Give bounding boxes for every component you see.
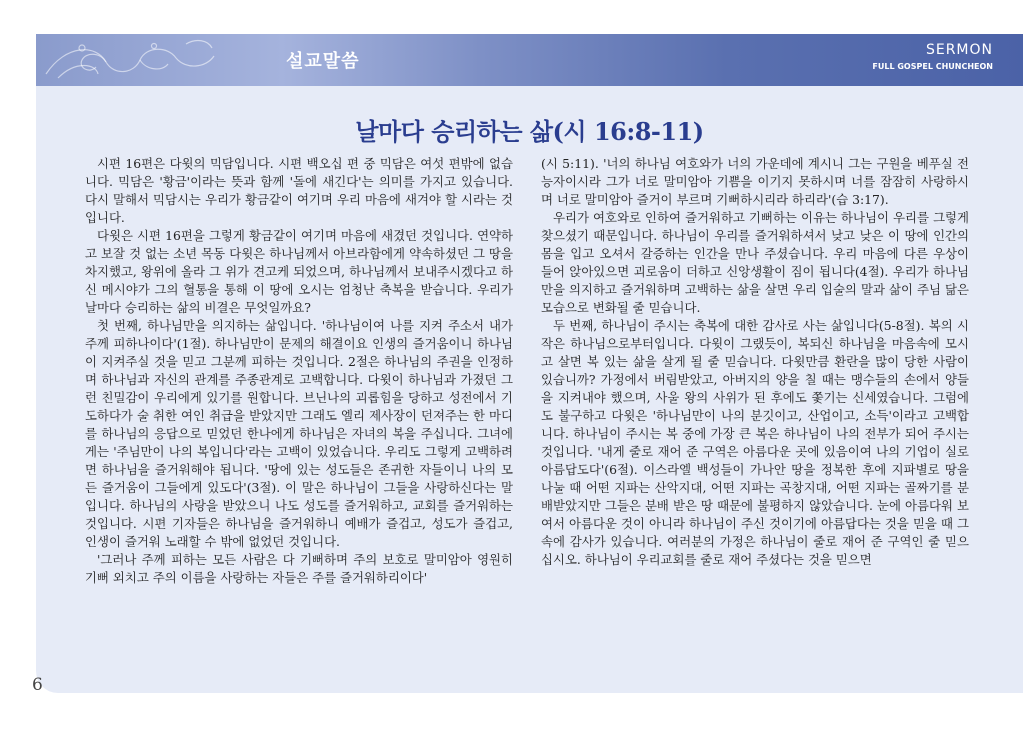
- page-number: 6: [32, 675, 43, 695]
- section-banner: [36, 34, 1023, 86]
- sermon-label: SERMON: [925, 42, 993, 58]
- paragraph: 우리가 여호와로 인하여 즐거워하고 기뻐하는 이유는 하나님이 우리를 그렇게 찾으셨기 때문입니다. 하나님이 우리를 즐거워하셔서 낮고 낮은 이 땅에 인간의 몸을 입고 오셔서 갈증하는 인간을 만나 주셨습니다. 우리 마음에 다른 우상이 들어 앉아있으면 괴로움이 더하고 신앙생활이 짐이 됩니다(4절). 우리가 하나님만을 의지하고 즐거워하며 고백하는 삶을 살면 우리 입술의 말과 삶이 주님 닮은 모습으로 변화될 줄 믿습니다.: [541, 210, 969, 315]
- sermon-title: 날마다 승리하는 삶(시 16:8-11): [355, 117, 704, 146]
- paragraph: (시 5:11). '너의 하나님 여호와가 너의 가운데에 계시니 그는 구원을 베푸실 전능자이시라 그가 너로 말미암아 기쁨을 이기지 못하시며 너를 잠잠히 사랑하시며 너로 말미암아 즐거이 부르며 기뻐하시리라 하리라'(습 3:17).: [541, 156, 969, 207]
- section-label: [872, 42, 993, 71]
- church-name: FULL GOSPEL CHUNCHEON: [872, 62, 993, 71]
- paragraph: '그러나 주께 피하는 모든 사람은 다 기뻐하며 주의 보호로 말미암아 영원히 기뻐 외치고 주의 이름을 사랑하는 자들은 주를 즐거워하리이다': [85, 552, 513, 585]
- paragraph: 다윗은 시편 16편을 그렇게 황금같이 여기며 마음에 새겼던 것입니다. 연약하고 보잘 것 없는 소년 목동 다윗은 하나님께서 아브라함에게 약속하셨던 그 땅을 차지했고, 왕위에 올라 그 위가 견고케 되었으며, 하나님께서 보내주시겠다고 하신 메시야가 그의 혈통을 통해 이 땅에 오시는 엄청난 축복을 받습니다. 우리가 날마다 승리하는 삶의 비결은 무엇일까요?: [85, 228, 513, 315]
- paragraph: 시편 16편은 다윗의 믹담입니다. 시편 백오십 편 중 믹담은 여섯 편밖에 없습니다. 믹담은 '황금'이라는 뜻과 함께 '돌에 새긴다'는 의미를 가지고 있습니다. 다시 말해서 믹담시는 우리가 황금같이 여기며 우리 마음에 새겨야 할 시라는 것입니다.: [85, 156, 513, 225]
- ornamental-swirl-icon: [36, 34, 236, 86]
- section-title: 설교말씀: [286, 51, 360, 72]
- right-text-column: [541, 155, 969, 569]
- paragraph: 첫 번째, 하나님만을 의지하는 삶입니다. '하나님이여 나를 지켜 주소서 내가 주께 피하나이다'(1절). 하나님만이 문제의 해결이요 인생의 즐거움이니 하나님이 지켜주실 것을 믿고 그분께 피하는 것입니다. 2절은 하나님의 주권을 인정하며 하나님과 자신의 관계를 주종관계로 고백합니다. 다윗이 하나님과 가졌던 그런 친밀감이 우리에게 있기를 원합니다. 브닌나의 괴롭힘을 당하고 성전에서 기도하다가 술 취한 여인 취급을 받았지만 그래도 엘리 제사장이 던져주는 한 마디를 하나님의 응답으로 믿었던 한나에게 하나님은 자녀의 복을 주십니다. 그녀에게는 '주님만이 나의 복입니다'라는 고백이 있었습니다. 우리도 그렇게 고백하려면 하나님을 즐거워해야 됩니다. '땅에 있는 성도들은 존귀한 자들이니 나의 모든 즐거움이 그들에게 있도다'(3절). 이 말은 하나님이 그들을 사랑하신다는 말입니다. 하나님의 사랑을 받았으니 나도 성도를 즐거워하고, 교회를 즐거워하는 것입니다. 시편 기자들은 하나님을 즐거워하니 예배가 즐겁고, 성도가 즐겁고, 인생이 즐거워 노래할 수 밖에 없었던 것입니다.: [85, 318, 513, 549]
- left-text-column: [85, 155, 513, 587]
- paragraph: 두 번째, 하나님이 주시는 축복에 대한 감사로 사는 삶입니다(5-8절). 복의 시작은 하나님으로부터입니다. 다윗이 그랬듯이, 복되신 하나님을 마음속에 모시고 살면 복 있는 삶을 살게 될 줄 믿습니다. 다윗만큼 환란을 많이 당한 사람이 있습니까? 가정에서 버림받았고, 아버지의 양을 칠 때는 맹수들의 손에서 양들을 지켜내야 했으며, 사울 왕의 사위가 된 후에도 쫓기는 신세였습니다. 그럼에도 불구하고 다윗은 '하나님만이 나의 분깃이고, 산업이고, 소득'이라고 고백합니다. 하나님이 주시는 복 중에 가장 큰 복은 하나님이 나의 전부가 되어 주시는 것입니다. '내게 줄로 재어 준 구역은 아름다운 곳에 있음이여 나의 기업이 실로 아름답도다'(6절). 이스라엘 백성들이 가나안 땅을 정복한 후에 지파별로 땅을 나눌 때 어떤 지파는 산악지대, 어떤 지파는 곡창지대, 어떤 지파는 골짜기를 분배받았지만 그들은 분배 받은 땅 때문에 불평하지 않았습니다. 눈에 아름다워 보여서 아름다운 것이 아니라 하나님이 주신 것이기에 아름답다는 것을 믿을 때 그 속에 감사가 있습니다. 여러분의 가정은 하나님이 줄로 재어 준 구역인 줄 믿으십시오. 하나님이 우리교회를 줄로 재어 주셨다는 것을 믿으면: [541, 318, 969, 567]
